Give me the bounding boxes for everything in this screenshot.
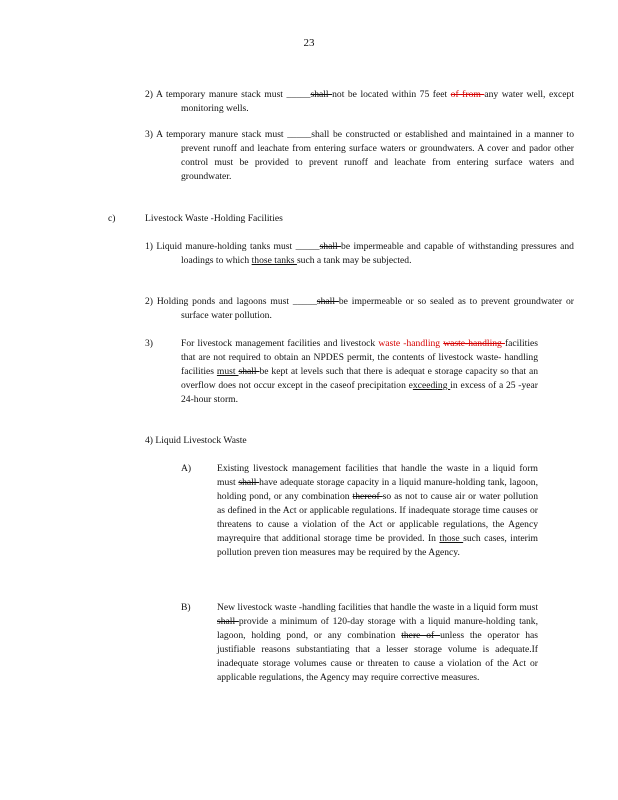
struck-shall: shall bbox=[310, 89, 333, 100]
inserted-those: those bbox=[439, 533, 464, 544]
struck-waste-handling: waste-handling bbox=[443, 338, 505, 349]
text: e bbox=[408, 380, 413, 391]
text: be kept at levels such that there is adequat e storage capacity so that an overflow does not occur except in the caseof precipitation bbox=[181, 366, 538, 391]
text: not be located within 75 feet bbox=[332, 89, 451, 100]
text: any water well, except monitoring wells. bbox=[181, 89, 574, 114]
text: such cases, interim pollution preven tion measures may be required by the Agency. bbox=[217, 533, 538, 558]
paragraph-new-facilities bbox=[217, 601, 538, 685]
text: For livestock management facilities and livestock bbox=[181, 338, 379, 349]
item-B-label: B) bbox=[181, 602, 191, 613]
blank: _____ bbox=[286, 89, 311, 100]
text: 1) Liquid manure-holding tanks must bbox=[145, 241, 296, 252]
inserted-waste-handling: waste -handling bbox=[378, 338, 444, 349]
paragraph-temporary-stack-location bbox=[145, 88, 574, 116]
struck-of-from: of from bbox=[450, 89, 485, 100]
paragraph-liquid-tanks bbox=[145, 240, 574, 268]
blank: _____ bbox=[295, 241, 320, 252]
text: 2) A temporary manure stack must bbox=[145, 89, 287, 100]
page-number: 23 bbox=[303, 37, 315, 49]
struck-shall: shall bbox=[316, 296, 339, 307]
item-3-label: 3) bbox=[145, 338, 153, 349]
blank: _____ bbox=[287, 129, 312, 140]
inserted-must: must bbox=[216, 366, 239, 377]
inserted-exceeding: xceeding bbox=[412, 380, 451, 391]
text: be impermeable and capable of withstanding pressures and loadings to which bbox=[181, 241, 574, 266]
text: 3) A temporary manure stack must bbox=[145, 129, 288, 140]
text: 2) Holding ponds and lagoons must bbox=[145, 296, 293, 307]
text: excess of a 25 -year 24-hour storm. bbox=[181, 380, 539, 405]
paragraph-existing-facilities bbox=[217, 462, 538, 560]
paragraph-ponds-lagoons bbox=[145, 295, 574, 323]
struck-shall: shall bbox=[238, 366, 260, 377]
text: in bbox=[450, 380, 458, 391]
paragraph-temporary-stack-construction bbox=[145, 128, 574, 184]
section-c-label: c) bbox=[108, 213, 116, 224]
text: unless the operator has justifiable reasons substantiating that a lesser storage volume is adequate.If inadequate storage volumes cause or threaten to cause a violation of the Act or applicable regulations, the Agency may require corrective measures. bbox=[217, 630, 539, 683]
section-c-title: Livestock Waste -Holding Facilities bbox=[145, 213, 283, 224]
text: facilities that are not required to obtain an NPDES permit, the contents of livestock waste- handling facilities bbox=[181, 338, 538, 377]
struck-shall: shall bbox=[217, 616, 239, 627]
struck-thereof: thereof bbox=[352, 491, 383, 502]
subsection-liquid-waste-title: 4) Liquid Livestock Waste bbox=[145, 435, 247, 446]
text: so as not to cause air or water pollution as defined in the Act or applicable regulations. If inadequate storage time causes or threatens to cause a violation of the Act or applicable regulations, the Agency mayrequire that additional storage time be provided. In bbox=[217, 491, 538, 544]
text: have adequate storage capacity in a liquid manure-holding tank, lagoon, holding pond, or any combination bbox=[217, 477, 538, 502]
text: New livestock waste -handling facilities that handle the waste in a liquid form must bbox=[217, 602, 538, 613]
text: such a tank may be subjected. bbox=[296, 255, 412, 266]
item-A-label: A) bbox=[181, 463, 192, 474]
struck-shall: shall bbox=[238, 477, 260, 488]
struck-shall: shall bbox=[319, 241, 342, 252]
blank: _____ bbox=[292, 296, 317, 307]
paragraph-storage-capacity bbox=[181, 337, 538, 407]
text: Existing livestock management facilities that handle the waste in a liquid form must bbox=[217, 463, 538, 488]
inserted-those-tanks: those tanks bbox=[251, 255, 297, 266]
struck-there-of: there of bbox=[401, 630, 441, 641]
text: be impermeable or so sealed as to prevent groundwater or surface water pollution. bbox=[181, 296, 574, 321]
text: shall be constructed or established and maintained in a manner to prevent runoff and leachate from entering surface waters or groundwaters. A cover and pador other control must be provided to prevent runoff and leachate from entering surface waters and groundwater. bbox=[181, 129, 574, 182]
text: provide a minimum of 120-day storage with a liquid manure-holding tank, lagoon, holding pond, or any combination bbox=[217, 616, 538, 641]
